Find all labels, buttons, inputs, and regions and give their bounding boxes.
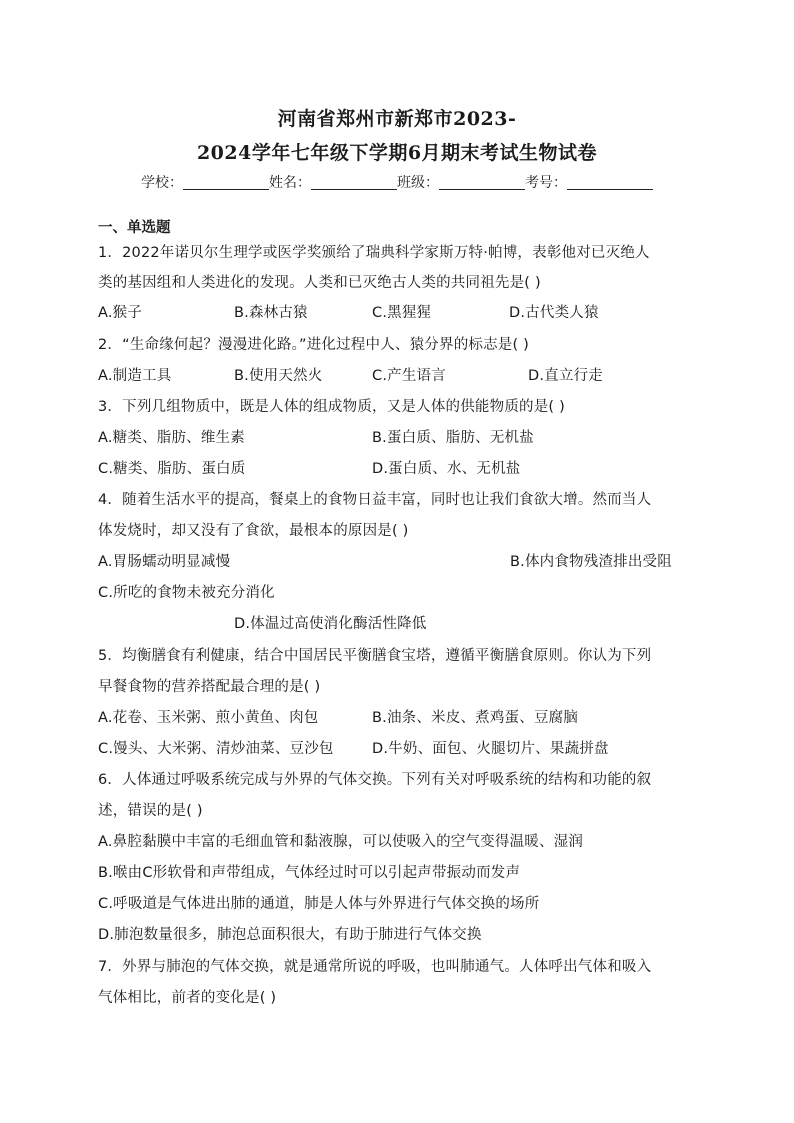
question-2-option-d[interactable]: D.直立行走: [528, 368, 603, 384]
question-2-stem-1: 2．“生命缘何起？漫漫进化路。”进化过程中人、猿分界的标志是( ): [98, 337, 530, 353]
question-6-option-d[interactable]: D.肺泡数量很多，肺泡总面积很大，有助于肺进行气体交换: [98, 927, 482, 943]
school-blank[interactable]: [183, 174, 269, 190]
student-info-row: [0, 172, 794, 192]
question-3-stem-1: 3．下列几组物质中，既是人体的组成物质，又是人体的供能物质的是( ): [98, 399, 565, 415]
name-blank[interactable]: [311, 174, 397, 190]
question-6-option-b[interactable]: B.喉由C形软骨和声带组成，气体经过时可以引起声带振动而发声: [98, 865, 521, 881]
class-blank[interactable]: [439, 174, 525, 190]
question-3-option-c[interactable]: C.糖类、脂肪、蛋白质: [98, 461, 246, 477]
question-1-stem-1: 1．2022年诺贝尔生理学或医学奖颁给了瑞典科学家斯万特·帕博，表彰他对已灭绝人: [98, 245, 650, 261]
question-6-stem-1: 6．人体通过呼吸系统完成与外界的气体交换。下列有关对呼吸系统的结构和功能的叙: [98, 772, 652, 788]
question-5-option-b[interactable]: B.油条、米皮、煮鸡蛋、豆腐脑: [372, 710, 579, 726]
question-1-option-c[interactable]: C.黑猩猩: [372, 305, 432, 321]
question-5-option-d[interactable]: D.牛奶、面包、火腿切片、果蔬拼盘: [372, 741, 609, 757]
question-3-option-d[interactable]: D.蛋白质、水、无机盐: [372, 461, 521, 477]
exam-title-line2: 2024学年七年级下学期6月期末考试生物试卷: [196, 142, 598, 164]
question-2-option-b[interactable]: B.使用天然火: [234, 368, 323, 384]
question-3-option-b[interactable]: B.蛋白质、脂肪、无机盐: [372, 430, 534, 446]
question-7-stem-1: 7．外界与肺泡的气体交换，就是通常所说的呼吸，也叫肺通气。人体呼出气体和吸入: [98, 959, 652, 975]
section-title: 一、单选题: [98, 220, 171, 236]
question-4-option-d[interactable]: D.体温过高使消化酶活性降低: [234, 616, 427, 632]
question-1-stem-2: 类的基因组和人类进化的发现。人类和已灭绝古人类的共同祖先是( ): [98, 275, 541, 291]
question-5-stem-2: 早餐食物的营养搭配最合理的是( ): [98, 679, 321, 695]
question-1-option-a[interactable]: A.猴子: [98, 305, 143, 321]
exam-title-line1: 河南省郑州市新郑市2023-: [277, 108, 517, 130]
question-5-option-a[interactable]: A.花卷、玉米粥、煎小黄鱼、肉包: [98, 710, 319, 726]
number-label: 考号：: [525, 175, 567, 191]
name-label: 姓名：: [269, 175, 311, 191]
question-6-option-c[interactable]: C.呼吸道是气体进出肺的通道，肺是人体与外界进行气体交换的场所: [98, 896, 540, 912]
class-label: 班级：: [397, 175, 439, 191]
question-5-option-c[interactable]: C.馒头、大米粥、清炒油菜、豆沙包: [98, 741, 334, 757]
question-2-option-c[interactable]: C.产生语言: [372, 368, 446, 384]
question-5-stem-1: 5．均衡膳食有利健康，结合中国居民平衡膳食宝塔，遵循平衡膳食原则。你认为下列: [98, 648, 652, 664]
school-label: 学校：: [141, 175, 183, 191]
question-4-stem-2: 体发烧时，却又没有了食欲，最根本的原因是( ): [98, 523, 409, 539]
question-6-option-a[interactable]: A.鼻腔黏膜中丰富的毛细血管和黏液腺，可以使吸入的空气变得温暖、湿润: [98, 834, 584, 850]
question-6-stem-2: 述，错误的是( ): [98, 803, 203, 819]
question-4-option-b[interactable]: B.体内食物残渣排出受阻: [510, 554, 672, 570]
question-4-option-a[interactable]: A.胃肠蠕动明显减慢: [98, 554, 231, 570]
question-7-stem-2: 气体相比，前者的变化是( ): [98, 990, 277, 1006]
question-4-stem-1: 4．随着生活水平的提高，餐桌上的食物日益丰富，同时也让我们食欲大增。然而当人: [98, 492, 652, 508]
number-blank[interactable]: [567, 174, 653, 190]
question-2-option-a[interactable]: A.制造工具: [98, 368, 172, 384]
question-4-option-c[interactable]: C.所吃的食物未被充分消化: [98, 585, 275, 601]
question-3-option-a[interactable]: A.糖类、脂肪、维生素: [98, 430, 245, 446]
question-1-option-b[interactable]: B.森林古猿: [234, 305, 308, 321]
question-1-option-d[interactable]: D.古代类人猿: [509, 305, 599, 321]
